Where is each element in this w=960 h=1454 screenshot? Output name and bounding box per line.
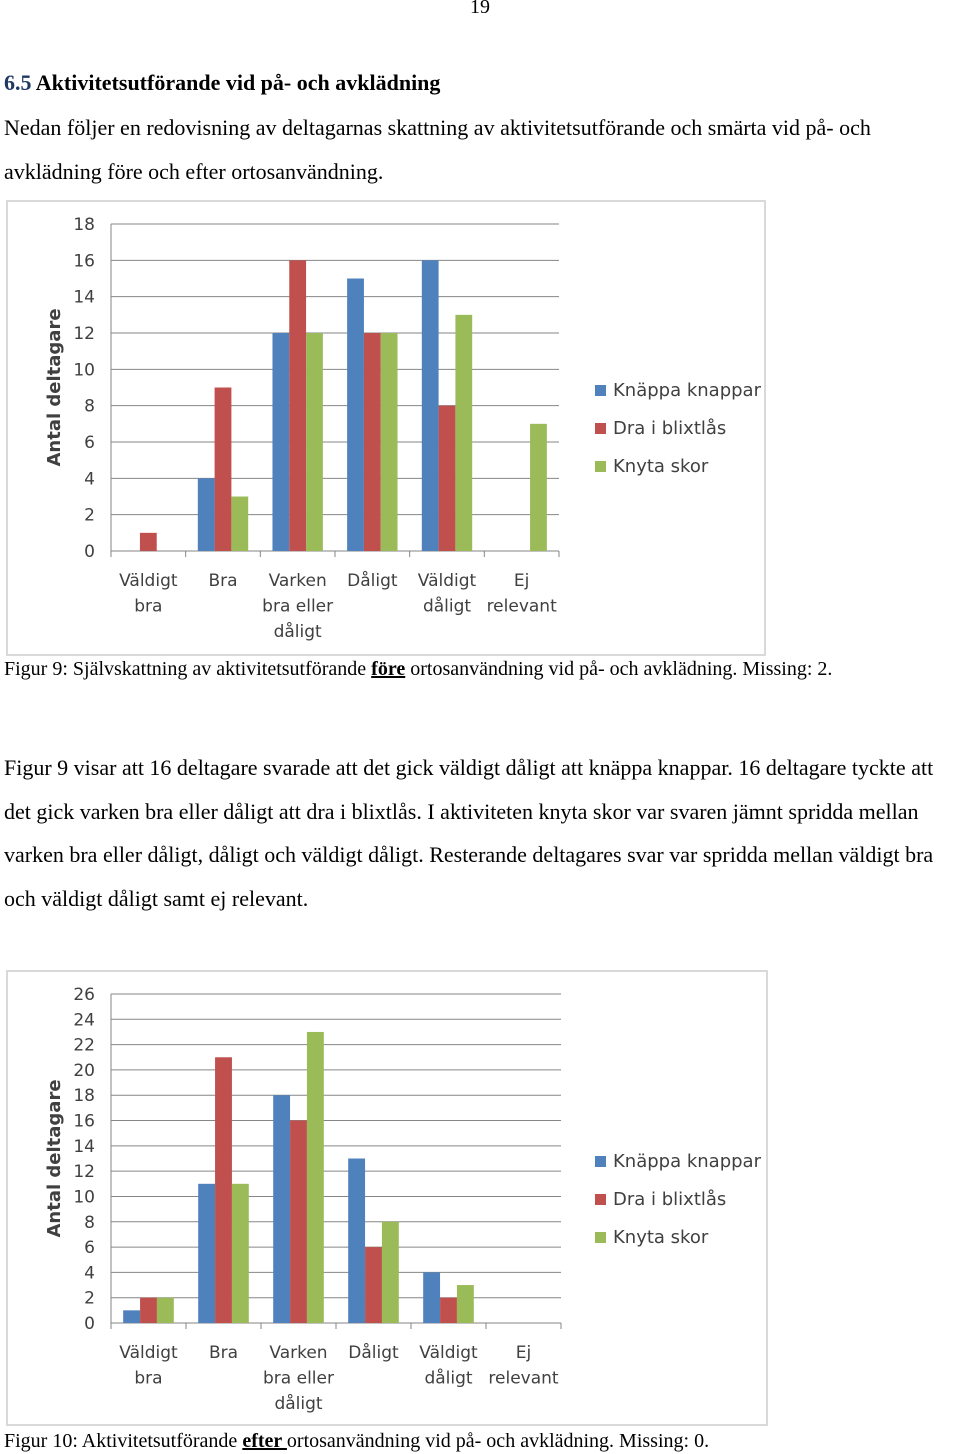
y-tick-label: 4 <box>84 469 95 490</box>
legend-swatch <box>595 423 606 434</box>
bar <box>439 406 456 551</box>
bar <box>440 1298 457 1323</box>
bar <box>306 333 323 551</box>
y-tick-label: 26 <box>73 985 95 1005</box>
bar <box>364 333 381 551</box>
figure-9-chart <box>6 200 766 656</box>
y-tick-label: 14 <box>73 287 95 308</box>
x-tick-label: Väldigt <box>119 1343 178 1363</box>
x-tick-label: bra <box>134 596 163 617</box>
x-tick-label: Väldigt <box>419 1343 478 1363</box>
x-tick-label: Varken <box>269 1343 328 1363</box>
y-tick-label: 12 <box>73 324 95 344</box>
legend-label: Knäppa knappar <box>613 380 761 401</box>
x-tick-label: dåligt <box>424 1368 473 1389</box>
figure-9-caption-post: ortosanvändning vid på- och avklädning. Missing: 2. <box>405 658 833 680</box>
x-tick-label: Bra <box>208 1343 239 1363</box>
legend-label: Dra i blixtlås <box>613 418 727 439</box>
bar <box>231 497 248 552</box>
x-tick-label: bra eller <box>262 596 334 617</box>
figure-9-caption-emphasis: före <box>371 658 406 680</box>
bar <box>365 1247 382 1323</box>
bar <box>232 1184 249 1323</box>
bar <box>381 333 398 551</box>
y-tick-label: 6 <box>84 1238 95 1259</box>
bar <box>140 533 157 551</box>
bar <box>198 1184 215 1323</box>
x-tick-label: bra eller <box>263 1368 334 1389</box>
intro-paragraph: Nedan följer en redovisning av deltagarnas skattning av aktivitetsutförande och smärta vid på- och avklädning före och efter ortosanvändning. <box>4 115 871 184</box>
y-tick-label: 14 <box>73 1136 95 1157</box>
figure-9-caption <box>4 656 949 682</box>
bar <box>140 1298 157 1323</box>
bar <box>198 478 215 551</box>
figure-10-caption-post: ortosanvändning vid på- och avklädning. Missing: 0. <box>286 1430 710 1452</box>
y-tick-label: 16 <box>73 251 95 272</box>
x-tick-label: dåligt <box>273 622 322 642</box>
x-tick-label: Ej <box>513 571 530 591</box>
bar <box>123 1310 140 1323</box>
bar <box>347 279 364 552</box>
y-tick-label: 12 <box>73 1162 95 1183</box>
bar <box>457 1285 474 1323</box>
y-tick-label: 24 <box>73 1010 95 1031</box>
legend-label: Knäppa knappar <box>613 1151 761 1172</box>
legend-label: Dra i blixtlås <box>613 1189 727 1210</box>
legend-swatch <box>595 1194 606 1205</box>
legend-label: Knyta skor <box>613 1227 709 1248</box>
figure-10-caption-pre: Figur 10: Aktivitetsutförande <box>4 1430 243 1452</box>
y-axis-title: Antal deltagare <box>44 1079 65 1238</box>
figure-10-chart <box>6 970 768 1426</box>
x-tick-label: Ej <box>515 1343 532 1363</box>
section-title: Aktivitetsutförande vid på- och avklädning <box>35 70 441 95</box>
figure-10-svg <box>6 970 768 1426</box>
bar <box>215 388 232 552</box>
bar <box>157 1298 174 1323</box>
y-tick-label: 4 <box>84 1263 95 1284</box>
bar <box>348 1159 365 1324</box>
bar <box>273 1095 290 1323</box>
bar <box>422 260 439 551</box>
x-tick-label: bra <box>134 1368 163 1389</box>
section-heading <box>4 70 440 96</box>
figure-9-caption-pre: Figur 9: Självskattning av aktivitetsutförande <box>4 658 372 680</box>
bar <box>455 315 472 551</box>
x-tick-label: Väldigt <box>119 571 178 591</box>
y-tick-label: 2 <box>84 505 95 526</box>
bar <box>290 1121 307 1323</box>
y-tick-label: 8 <box>84 1212 95 1233</box>
y-tick-label: 18 <box>73 1086 95 1107</box>
y-tick-label: 10 <box>73 360 95 381</box>
x-tick-label: Dåligt <box>348 1343 399 1363</box>
y-tick-label: 10 <box>73 1187 95 1208</box>
y-tick-label: 22 <box>73 1035 95 1056</box>
section-number: 6.5 <box>4 70 32 95</box>
x-tick-label: relevant <box>486 596 557 617</box>
figure-10-caption <box>4 1428 949 1454</box>
figure-10-caption-emphasis: efter <box>242 1430 287 1452</box>
bar <box>423 1272 440 1323</box>
bar <box>215 1057 232 1323</box>
y-tick-label: 20 <box>73 1060 95 1081</box>
x-tick-label: Väldigt <box>417 571 477 591</box>
bar <box>382 1222 399 1323</box>
legend-swatch <box>595 385 606 396</box>
bar <box>289 260 306 551</box>
y-axis-title: Antal deltagare <box>44 308 65 467</box>
x-tick-label: dåligt <box>422 596 472 617</box>
x-tick-label: Dåligt <box>347 571 398 591</box>
y-tick-label: 16 <box>73 1111 95 1132</box>
figure-9-svg <box>6 200 766 656</box>
bar <box>530 424 547 551</box>
y-tick-label: 8 <box>84 396 95 417</box>
y-tick-label: 18 <box>73 215 95 235</box>
legend-swatch <box>595 1156 606 1167</box>
page-number: 19 <box>470 0 490 18</box>
bar <box>272 333 289 551</box>
legend-swatch <box>595 1232 606 1243</box>
legend-label: Knyta skor <box>613 456 709 477</box>
legend-swatch <box>595 461 606 472</box>
body-paragraph: Figur 9 visar att 16 deltagare svarade att det gick väldigt dåligt att knäppa knappar. 16 deltagare tyckte att det gick varken bra eller dåligt att dra i blixtlås. I aktiviteten knyta skor var svaren jämnt spridda mellan varken bra eller dåligt, dåligt och väldigt dåligt. Resterande deltagares svar var spridda mellan väldigt bra och väldigt dåligt samt ej relevant. <box>4 755 934 911</box>
x-tick-label: relevant <box>488 1368 559 1389</box>
x-tick-label: Bra <box>208 571 238 591</box>
x-tick-label: Varken <box>268 571 327 591</box>
y-tick-label: 0 <box>84 1314 95 1334</box>
x-tick-label: dåligt <box>274 1394 323 1414</box>
y-tick-label: 0 <box>84 542 95 562</box>
y-tick-label: 2 <box>84 1288 95 1309</box>
y-tick-label: 6 <box>84 433 95 453</box>
bar <box>307 1032 324 1323</box>
